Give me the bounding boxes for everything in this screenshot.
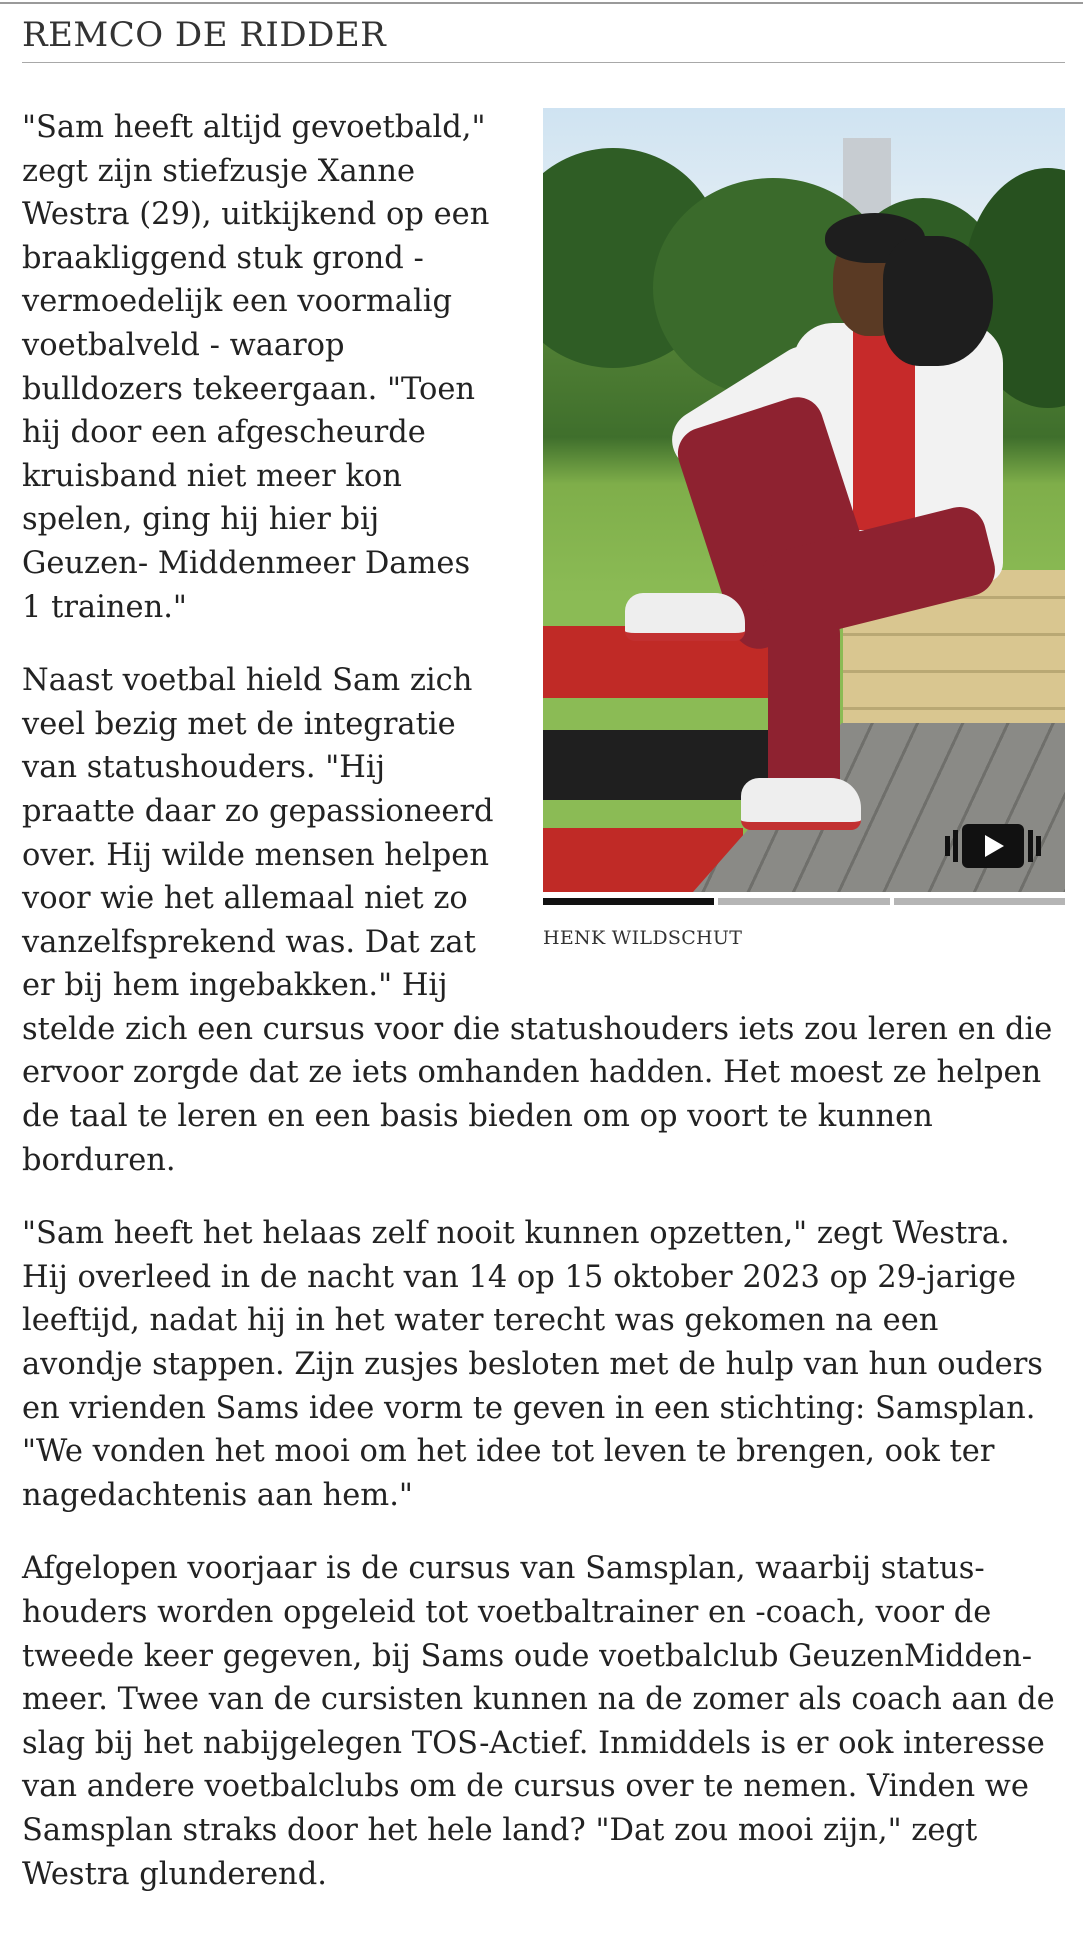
person-shoe	[625, 593, 745, 641]
person-hair-wrap	[883, 236, 993, 366]
progress-segment-3[interactable]	[894, 898, 1065, 905]
article-photo[interactable]	[543, 108, 1065, 892]
progress-segment-2[interactable]	[718, 898, 889, 905]
photo-credit: HENK WILDSCHUT	[543, 927, 743, 949]
author-byline: REMCO DE RIDDER	[22, 14, 1065, 63]
paragraph-4: Afgelopen voorjaar is de cursus van Samsplan, waarbij statushouders worden opgeleid tot voetbaltrainer en -coach, voor de tweede keer gegeven, bij Sams oude voetbalclub GeuzenMiddenmeer. Twee van de cursisten kunnen na de zomer als coach aan de slag bij het nabijgelegen TOS-Actief. Inmiddels is er ook interesse van andere voetbalclubs om de cursus over te nemen. Vinden we Samsplan straks door het hele land? "Dat zou mooi zijn," zegt Westra glunderend.	[22, 1551, 1055, 1892]
photo-carousel-progress[interactable]	[543, 898, 1065, 905]
paragraph-2: Naast voetbal hield Sam zich veel bezig met de integratie van statushouders. "Hij praatte daar zo gepassioneerd over. Hij wilde mensen helpen voor wie het allemaal niet zo vanzelfsprekend was. Dat zat er bij hem ingebakken." Hij stelde zich een cursus voor die statushouders iets zou leren en die ervoor zorgde dat ze iets omhanden hadden. Het moest ze helpen de taal te leren en een basis bieden om op voort te kunnen borduren.	[22, 663, 1053, 1178]
top-divider	[0, 2, 1083, 4]
photo-figure	[543, 108, 1065, 949]
video-play-icon[interactable]	[945, 822, 1041, 870]
paragraph-1: "Sam heeft altijd gevoetbald," zegt zijn stiefzusje Xanne Westra (29), uitkijkend op een braakliggend stuk grond - vermoedelijk een voormalig voetbalveld - waarop bulldozers tekeergaan. "Toen hij door een afgescheurde kruisband niet meer kon spelen, ging hij hier bij Geuzen- Middenmeer Dames 1 trainen."	[22, 110, 490, 625]
person-shoe	[741, 778, 861, 830]
article	[0, 14, 1083, 1896]
progress-segment-1[interactable]	[543, 898, 714, 905]
paragraph-3: "Sam heeft het helaas zelf nooit kunnen opzetten," zegt Westra. Hij overleed in de nacht van 14 op 15 oktober 2023 op 29-jarige leeftijd, nadat hij in het water terecht was gekomen na een avondje stappen. Zijn zusjes besloten met de hulp van hun ouders en vrienden Sams idee vorm te geven in een stichting: Samsplan. "We vonden het mooi om het idee tot leven te brengen, ook ter nagedachtenis aan hem."	[22, 1216, 1043, 1513]
